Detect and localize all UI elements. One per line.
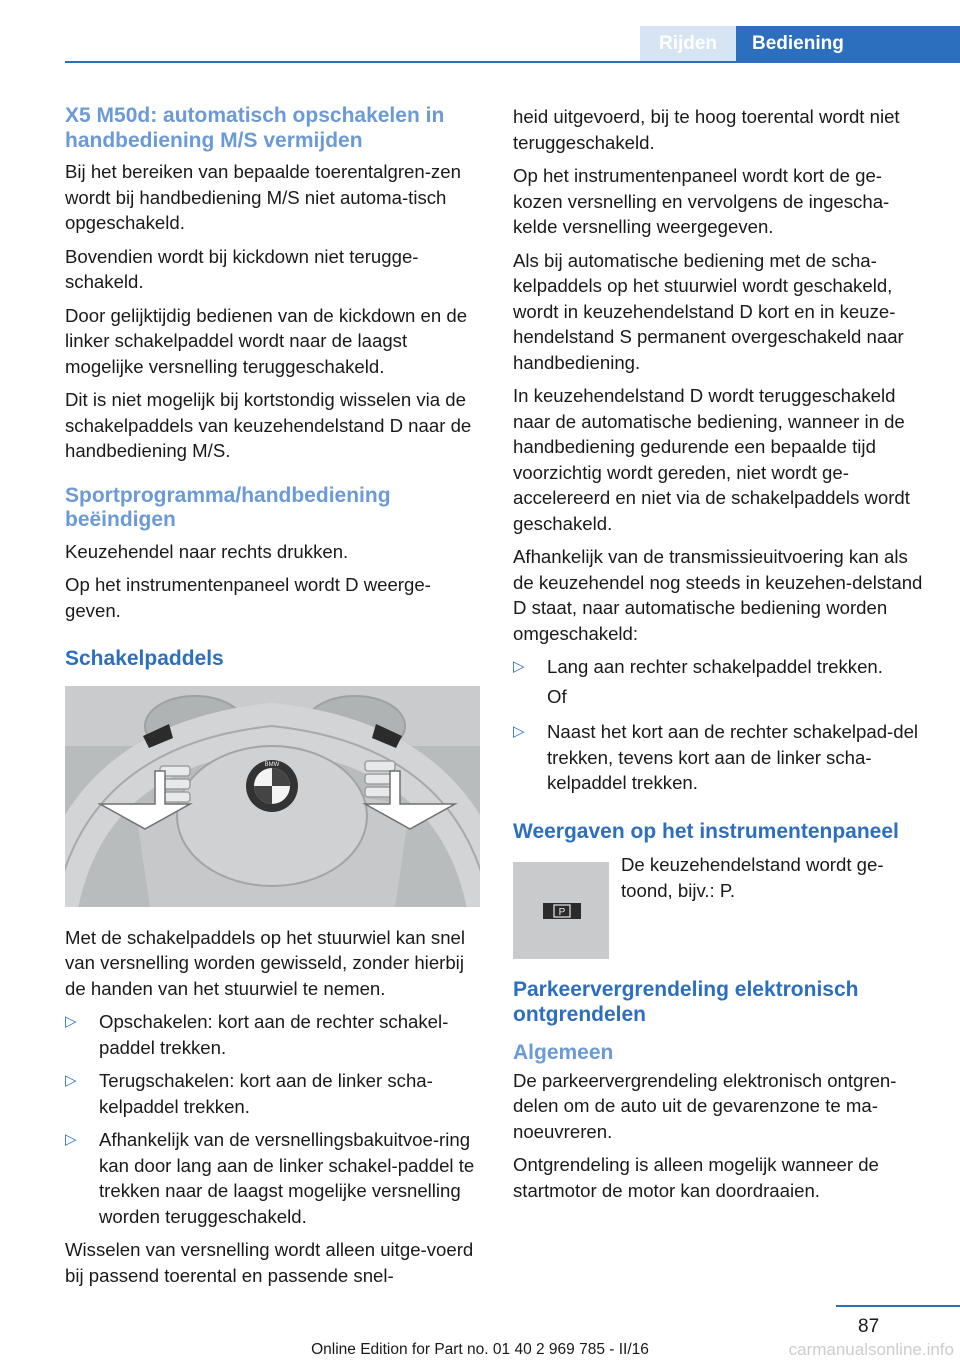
bmw-logo — [246, 760, 298, 812]
right-column — [513, 104, 925, 1211]
page-number: 87 — [858, 1316, 880, 1337]
bullet-list — [513, 719, 925, 796]
paragraph: In keuzehendelstand D wordt teruggeschakeld naar de automatische bediening, wanneer in de handbediening gedurende een bepaalde tijd voorzichtig wordt gereden, niet wordt ge‐accelereerd en niet via de schakelpaddels wordt geschakeld. — [513, 385, 910, 534]
list-item: ▷ Terugschakelen: kort aan de linker scha‐kelpaddel trekken. — [65, 1070, 433, 1117]
triangle-bullet-icon: ▷ — [513, 723, 525, 740]
paragraph: Op het instrumentenpaneel wordt D weerge‐geven. — [65, 574, 431, 621]
paragraph: Door gelijktijdig bedienen van de kickdown en de linker schakelpaddel wordt naar de laagst mogelijke versnelling teruggeschakeld. — [65, 304, 468, 377]
heading-general: Algemeen — [513, 1041, 614, 1064]
paragraph: De parkeervergrendeling elektronisch ontgren‐delen om de auto uit de gevarenzone te ma‐noeuvreren. — [513, 1069, 897, 1142]
paragraph: heid uitgevoerd, bij te hoog toerental wordt niet teruggeschakeld. — [513, 106, 900, 153]
triangle-bullet-icon: ▷ — [65, 1131, 77, 1148]
paragraph: Op het instrumentenpaneel wordt kort de ge‐kozen versnelling en vervolgens de ingescha‐kelde versnelling weergegeven. — [513, 165, 890, 237]
heading-parking-lock: Parkeervergrendeling elektronisch ontgrendelen — [513, 978, 859, 1026]
footer-rule — [836, 1305, 960, 1307]
bullet-list — [513, 654, 925, 680]
triangle-bullet-icon: ▷ — [513, 658, 525, 675]
watermark: carmanualsonline.info — [788, 1340, 954, 1359]
steering-wheel-illustration — [65, 686, 480, 907]
heading-shift-paddles: Schakelpaddels — [65, 647, 224, 670]
paragraph: Wisselen van versnelling wordt alleen uitge‐voerd bij passend toerental en passende snel‐ — [65, 1239, 474, 1286]
paragraph: Ontgrendeling is alleen mogelijk wanneer de startmotor de motor kan doordraaien. — [513, 1154, 879, 1201]
header-tab-rijden: Rijden — [640, 26, 736, 61]
paragraph: Met de schakelpaddels op het stuurwiel kan snel van versnelling worden gewisseld, zonder hierbij de handen van het stuurwiel te nemen. — [65, 926, 466, 999]
triangle-bullet-icon: ▷ — [65, 1013, 77, 1030]
list-item: ▷ Lang aan rechter schakelpaddel trekken. — [513, 654, 925, 680]
list-item: ▷ Opschakelen: kort aan de rechter schakel‐paddel trekken. — [65, 1011, 449, 1058]
paragraph: Bij het bereiken van bepaalde toerentalgren‐zen wordt bij handbediening M/S niet automa‐tisch opgeschakeld. — [65, 161, 461, 233]
instrument-display-illustration — [513, 862, 609, 959]
left-column — [65, 104, 480, 1296]
display-description: De keuzehendelstand wordt ge‐toond, bijv.: P. — [621, 854, 884, 901]
or-text: Of — [547, 685, 567, 707]
header-rule — [65, 61, 960, 63]
paragraph: Afhankelijk van de transmissieuitvoering kan als de keuzehendel nog steeds in keuzehen‐delstand D staat, naar automatische bediening worden omgeschakeld: — [513, 546, 923, 644]
paragraph: Als bij automatische bediening met de scha‐kelpaddels op het stuurwiel wordt geschakeld, wordt in keuzehendelstand D kort en in keuze‐hendelstand S permanent overgeschakeld naar handbediening. — [513, 249, 904, 373]
paragraph: Dit is niet mogelijk bij kortstondig wisselen via de schakelpaddels van keuzehendelstand D naar de handbediening M/S. — [65, 389, 472, 461]
triangle-bullet-icon: ▷ — [65, 1072, 77, 1089]
heading-instrument-displays: Weergaven op het instrumentenpaneel — [513, 819, 899, 843]
paragraph: Keuzehendel naar rechts drukken. — [65, 540, 349, 562]
display-example — [513, 852, 925, 952]
footer-edition: Online Edition for Part no. 01 40 2 969 785 - II/16 — [311, 1341, 649, 1358]
svg-text:BMW: BMW — [264, 761, 280, 768]
paragraph: Bovendien wordt bij kickdown niet terugge‐schakeld. — [65, 245, 419, 292]
list-item: ▷ Afhankelijk van de versnellingsbakuitvoe‐ring kan door lang aan de linker schakel‐paddel te trekken naar de laagst mogelijke versnelling worden teruggeschakeld. — [65, 1129, 475, 1227]
header-tab-bediening: Bediening — [736, 26, 960, 61]
list-item: ▷ Naast het kort aan de rechter schakelpad‐del trekken, tevens kort aan de linker scha‐kelpaddel trekken. — [513, 721, 919, 793]
bullet-list — [65, 1009, 480, 1229]
svg-text:P: P — [558, 907, 566, 918]
heading-sport-program-end: Sportprogramma/handbediening beëindigen — [65, 483, 391, 531]
heading-automatic-upshift: X5 M50d: automatisch opschakelen in handbediening M/S vermijden — [65, 104, 445, 152]
